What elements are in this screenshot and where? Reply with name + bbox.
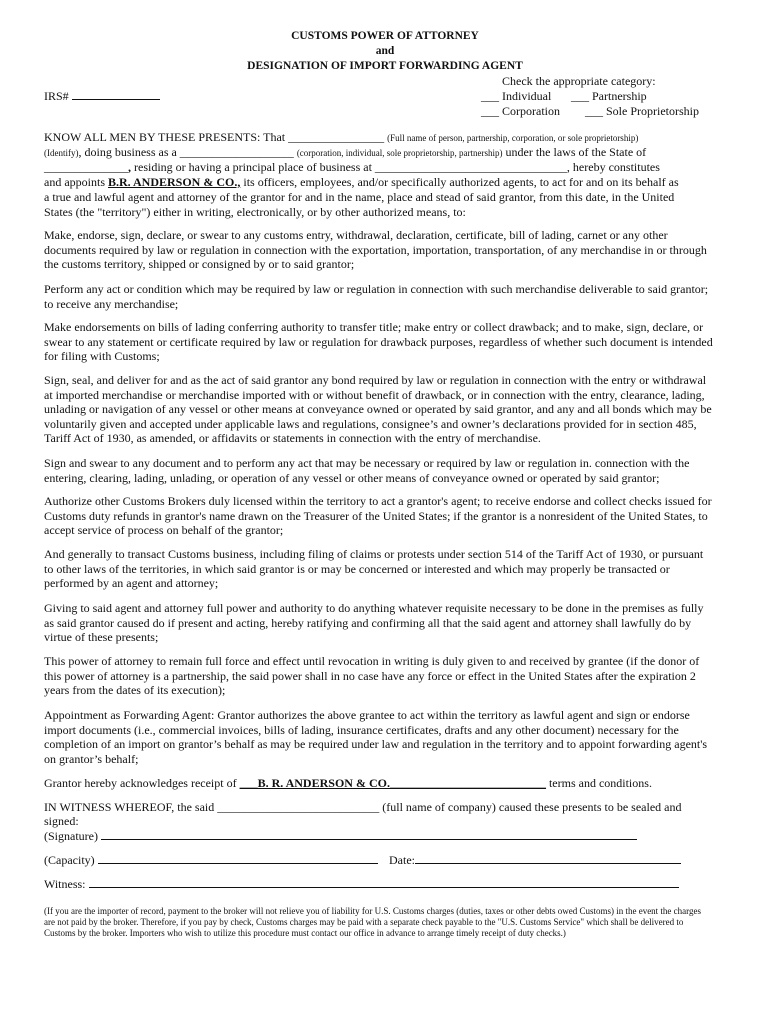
agent-company-name: B.R. ANDERSON & CO., bbox=[108, 175, 241, 189]
acknowledge-line bbox=[44, 776, 652, 791]
doc-title-line3: DESIGNATION OF IMPORT FORWARDING AGENT bbox=[247, 60, 523, 72]
intro-text-2d: under the laws of the State of bbox=[505, 145, 647, 159]
category-corporation[interactable]: ___ Corporation bbox=[481, 104, 560, 118]
intro-text-1b: (Full name of person, partnership, corporation, or sole proprietorship) bbox=[387, 133, 639, 143]
signature-field[interactable] bbox=[44, 829, 637, 844]
paragraph-forwarding-agent: Appointment as Forwarding Agent: Grantor authorizes the above grantee to act within the territory as lawful agent and sign or endorse import documents (i.e., commercial invoices, bills of lading, insurance certificates, drafts and any other document) necessary for the completion of an import on grantor’s behalf as may be required under law and regulation in the territory and to appoint forwarding agent's on grantor’s behalf; bbox=[44, 708, 708, 766]
intro-text-3c: residing or having a principal place of business at ________________________________, hereby constitutes bbox=[134, 160, 660, 174]
witness-field[interactable] bbox=[44, 877, 679, 892]
signature-input-line[interactable] bbox=[101, 829, 637, 840]
paragraph-sign-swear: Sign and swear to any document and to perform any act that may be necessary or required by law or regulation in. connection with the entering, clearing, lading, unlading, or operation of any vessel or other means of conveyance owned or operated by said grantor; bbox=[44, 456, 690, 485]
intro-line-6: States (the "territory") either in writing, electronically, or by other authorized means, to: bbox=[44, 205, 466, 219]
intro-line-1 bbox=[44, 130, 638, 146]
footnote: (If you are the importer of record, payment to the broker will not relieve you of liability for U.S. Customs charges (duties, taxes or other debts owed Customs) in the event the charges are not paid by the broker. Therefore, if you pay by check, Customs charges may be paid with a separate check payable to the "U.S. Customs Service" which shall be delivered to Customs by the broker. Importers who wish to utilize this procedure must contact our office in advance to arrange timely receipt of duty checks.) bbox=[44, 906, 701, 938]
intro-text-4c: its officers, employees, and/or specifically authorized agents, to act for and on its behalf as bbox=[243, 175, 679, 189]
paragraph-sign-seal-deliver: Sign, seal, and deliver for and as the act of said grantor any bond required by law or regulation in connection with the entry or withdrawal at imported merchandise or merchandise imported with or without benefit of drawback, or in connection with the entry, clearance, lading, unlading or navigation of any vessel or other means at conveyance owned or operated by said grantor, and any and all bonds which may be voluntarily given and accepted under applicable laws and regulations, consignee’s and owner’s declarations provided for in section 485, Tariff Act of 1930, as amended, or affidavits or statements in connection with the entry of merchandise. bbox=[44, 373, 712, 446]
irs-field[interactable] bbox=[44, 89, 160, 104]
paragraph-perform-act: Perform any act or condition which may be required by law or regulation in connection with such merchandise deliverable to said grantor; to receive any merchandise; bbox=[44, 282, 709, 311]
witness-input-line[interactable] bbox=[89, 877, 679, 888]
intro-text-2a: (Identify) bbox=[44, 148, 79, 158]
paragraph-transact-business: And generally to transact Customs business, including filing of claims or protests under section 514 of the Tariff Act of 1930, or pursuant to other laws of the territories, in which said grantor is or may be concerned or interested and which may properly be transacted or performed by an agent and attorney; bbox=[44, 547, 704, 591]
date-field[interactable] bbox=[389, 853, 681, 868]
intro-text-4a: and appoints bbox=[44, 175, 105, 189]
paragraph-bills-of-lading: Make endorsements on bills of lading conferring authority to transfer title; make entry or collect drawback; and to make, sign, declare, or swear to any statement or certificate required by law or regulation for drawback purposes, regardless of whether such document is intended for filing with Customs; bbox=[44, 320, 713, 364]
irs-label: IRS# bbox=[44, 89, 69, 103]
paragraph-full-power: Giving to said agent and attorney full power and authority to do anything whatever requisite necessary to be done in the premises as fully as said grantor caused do if present and acting, hereby ratifying and confirming all that the said agent and attorney shall lawfully do by virtue of these presents; bbox=[44, 601, 704, 645]
doc-title-line1: CUSTOMS POWER OF ATTORNEY bbox=[291, 30, 479, 42]
intro-text-2b: , doing business as a ___________________ bbox=[78, 145, 294, 159]
intro-line-4 bbox=[44, 175, 679, 190]
intro-line-2 bbox=[44, 145, 646, 161]
intro-line-5: a true and lawful agent and attorney of the grantor for and in the name, place and stead of said grantor, from this date, in the United bbox=[44, 190, 675, 204]
category-individual[interactable]: ___ Individual bbox=[481, 89, 552, 103]
category-sole-proprietorship[interactable]: ___ Sole Proprietorship bbox=[585, 104, 699, 118]
category-heading: Check the appropriate category: bbox=[502, 74, 656, 88]
acknowledge-text-c: terms and conditions. bbox=[548, 776, 652, 790]
intro-text-1a: KNOW ALL MEN BY THESE PRESENTS: That ________________ bbox=[44, 130, 385, 144]
paragraph-authorize-brokers: Authorize other Customs Brokers duly licensed within the territory to act a grantor's agent; to receive endorse and collect checks issued for Customs duty refunds in grantor's name drawn on the Treasurer of the United States; if the grantor is a nonresident of the United States, to accept service of process on behalf of the grantor; bbox=[44, 494, 712, 538]
witness-label: Witness: bbox=[44, 877, 86, 891]
doc-title-line2: and bbox=[375, 45, 395, 57]
intro-text-3a: ______________ bbox=[44, 160, 128, 174]
acknowledge-text-a: Grantor hereby acknowledges receipt of bbox=[44, 776, 237, 790]
capacity-input-line[interactable] bbox=[98, 853, 378, 864]
capacity-label: (Capacity) bbox=[44, 853, 95, 867]
witness-whereof-signed: signed: bbox=[44, 814, 79, 828]
date-input-line[interactable] bbox=[415, 853, 681, 864]
witness-whereof-line: IN WITNESS WHEREOF, the said ___________________________ (full name of company) caused these presents to be sealed and bbox=[44, 800, 682, 814]
capacity-field[interactable] bbox=[44, 853, 378, 868]
irs-input-line[interactable] bbox=[72, 89, 160, 100]
category-partnership[interactable]: ___ Partnership bbox=[571, 89, 647, 103]
paragraph-make-endorse: Make, endorse, sign, declare, or swear to any customs entry, withdrawal, declaration, certificate, bill of lading, carnet or any other documents required by law or regulation in connection with the exportation, importation, transportation, of any merchandise in or through the customs territory, shipped or consigned by or to said grantor; bbox=[44, 228, 707, 272]
signature-label: (Signature) bbox=[44, 829, 98, 843]
date-label: Date: bbox=[389, 853, 415, 867]
intro-line-3 bbox=[44, 160, 660, 175]
acknowledge-company[interactable]: ___B. R. ANDERSON & CO.__________________________ bbox=[239, 776, 546, 790]
paragraph-duration: This power of attorney to remain full force and effect until revocation in writing is duly given to and received by grantee (if the donor of this power of attorney is a partnership, the said power shall in no case have any force or effect in the United States after the expiration 2 years from the dates of its execution); bbox=[44, 654, 700, 698]
intro-text-2c: (corporation, individual, sole proprietorship, partnership) bbox=[296, 148, 503, 158]
intro-text-3b: , bbox=[128, 160, 131, 174]
